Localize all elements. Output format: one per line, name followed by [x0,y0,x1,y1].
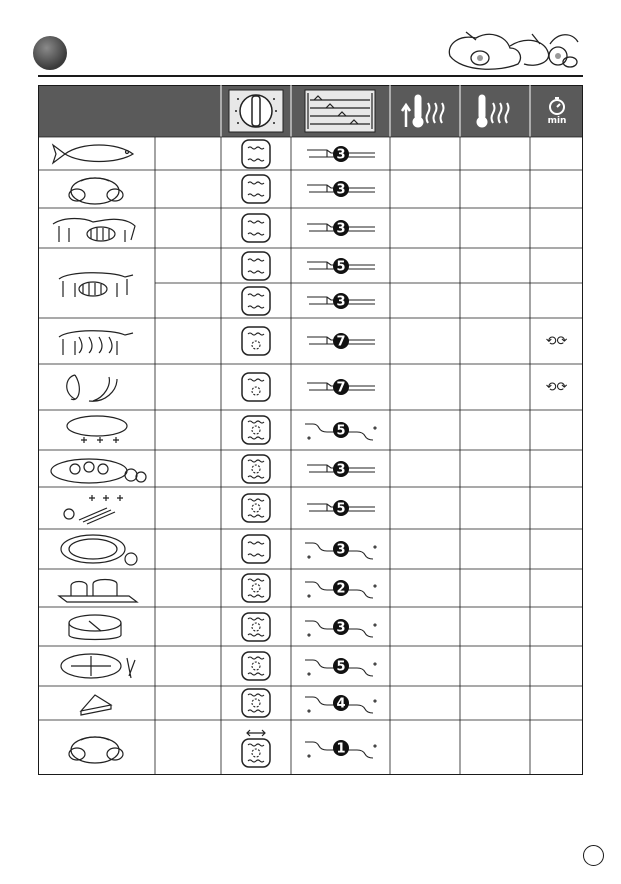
food-cell [42,607,151,646]
heating-mode-cell [221,529,291,569]
shelf-positions-icon [304,89,376,133]
turn-over-icon: ⟲⟳ [545,333,568,349]
chicken-icon [45,171,149,207]
food-cell [42,529,151,569]
shelf-position-tray-icon [299,494,383,522]
kitchen-food-illustration-icon [440,26,585,74]
stuffed-tomatoes-icon [45,451,149,487]
food-cell [42,137,151,170]
bread-loaf-icon [45,570,149,606]
heating-mode-cell [221,569,291,607]
beef-roast-icon [45,210,149,246]
shelf-position-tray-icon [299,455,383,483]
fish-icon [45,136,149,172]
timer-icon [547,96,567,116]
top-bottom-heat-icon [241,251,271,281]
shelf-position-cell [291,170,390,208]
quiche-icon [45,648,149,684]
food-cell [42,646,151,686]
shelf-level-number: 3 [335,147,346,162]
heating-mode-cell [221,646,291,686]
page-number-circle [583,845,604,866]
fan-full-heat-icon [241,573,271,603]
shelf-position-tray-icon [299,140,383,168]
shelf-position-tray-icon [299,175,383,203]
heating-mode-cell [221,170,291,208]
shelf-position-tray-icon [299,214,383,242]
shelf-level-number: 5 [335,659,346,675]
timer-header [533,89,581,133]
pork-roast-icon [45,265,149,301]
heating-mode-cell [221,248,291,283]
fan-full-heat-icon [241,415,271,445]
shelf-position-cell [291,720,390,775]
fan-full-heat-icon [241,493,271,523]
fan-full-heat-icon [241,651,271,681]
shelf-position-cell [291,248,390,283]
heating-mode-cell [221,720,291,775]
heating-mode-cell [221,450,291,487]
thermometer-heat-icon [473,93,519,129]
header-divider [38,75,583,77]
timer-unit-label: min [547,116,567,126]
shelf-level-number: 3 [335,221,346,237]
timer-cell [530,364,583,410]
shelf-level-number: 3 [335,462,346,477]
heating-mode-cell [221,410,291,450]
food-cell [42,318,151,364]
food-cell [42,487,151,529]
shelf-position-grill-icon [299,574,383,602]
fan-heat-icon [241,326,271,356]
shelf-level-number: 4 [335,696,346,712]
top-bottom-heat-icon [241,286,271,316]
shelf-level-number: 7 [335,380,346,396]
shelf-level-number: 3 [335,182,346,198]
shelf-position-cell [291,569,390,607]
cooking-table [38,85,583,775]
heating-mode-cell [221,283,291,318]
shelf-position-cell [291,318,390,364]
shelf-position-grill-icon [299,652,383,680]
heating-mode-cell [221,686,291,720]
shelf-position-cell [291,450,390,487]
food-cell [42,208,151,248]
fan-full-heat-icon [241,454,271,484]
food-cell [42,410,151,450]
heating-mode-cell [221,137,291,170]
shelf-position-grill-icon [299,535,383,563]
top-bottom-heat-icon [241,139,271,169]
shelf-position-tray-icon [299,327,383,355]
heating-mode-cell [221,208,291,248]
cheesecake-icon [45,609,149,645]
food-cell [42,450,151,487]
timer-cell [530,318,583,364]
frozen-pizza-icon [45,412,149,448]
shelf-position-grill-icon [299,734,383,762]
shelf-position-grill-icon [299,613,383,641]
shelf-position-cell [291,529,390,569]
top-bottom-heat-icon [241,174,271,204]
shelf-level-number: 2 [335,581,346,597]
shelf-level-number: 3 [335,542,346,558]
heating-mode-cell [221,318,291,364]
turn-over-icon: ⟲⟳ [545,379,568,395]
rotisserie-chicken-icon [45,730,149,766]
pie-slice-icon [45,685,149,721]
food-cell [42,720,151,775]
heating-mode-cell [221,607,291,646]
food-cell [42,248,151,318]
shelf-position-cell [291,487,390,529]
fan-full-heat-icon [241,612,271,642]
shelf-position-cell [291,283,390,318]
shelf-level-number: 3 [335,620,346,635]
frozen-fries-icon [45,490,149,526]
shelf-level-number: 5 [335,423,346,439]
shelf-level-number: 1 [335,741,346,756]
shelf-position-tray-icon [299,252,383,280]
rotisserie-arrow-icon [244,728,268,738]
food-cell [42,569,151,607]
shelf-position-tray-icon [299,287,383,315]
food-cell [42,686,151,720]
oven-dial-icon [228,89,284,133]
food-cell [42,364,151,410]
chapter-marker-icon [33,36,67,70]
shelf-position-cell [291,686,390,720]
sausages-icon [45,369,149,405]
apple-tart-icon [45,531,149,567]
food-cell [42,170,151,208]
shelf-position-cell [291,137,390,170]
shelf-level-number: 7 [335,334,346,350]
shelf-level-number: 3 [335,294,346,309]
shelf-position-cell [291,646,390,686]
shelf-level-number: 5 [335,259,346,274]
shelf-position-cell [291,410,390,450]
shelf-position-cell [291,607,390,646]
shelf-position-cell [291,364,390,410]
shelf-position-tray-icon [299,373,383,401]
shelf-level-number: 5 [335,501,346,517]
fan-full-heat-icon [241,688,271,718]
heating-mode-cell [221,487,291,529]
top-bottom-heat-icon [241,534,271,564]
heating-mode-cell [221,364,291,410]
shelf-position-grill-icon [299,689,383,717]
top-bottom-heat-icon [241,213,271,243]
shelf-position-cell [291,208,390,248]
fan-full-heat-icon [241,738,271,768]
pork-ribs-icon [45,323,149,359]
thermometer-up-heat-icon [400,93,450,129]
fan-heat-icon [241,372,271,402]
shelf-position-grill-icon [299,416,383,444]
